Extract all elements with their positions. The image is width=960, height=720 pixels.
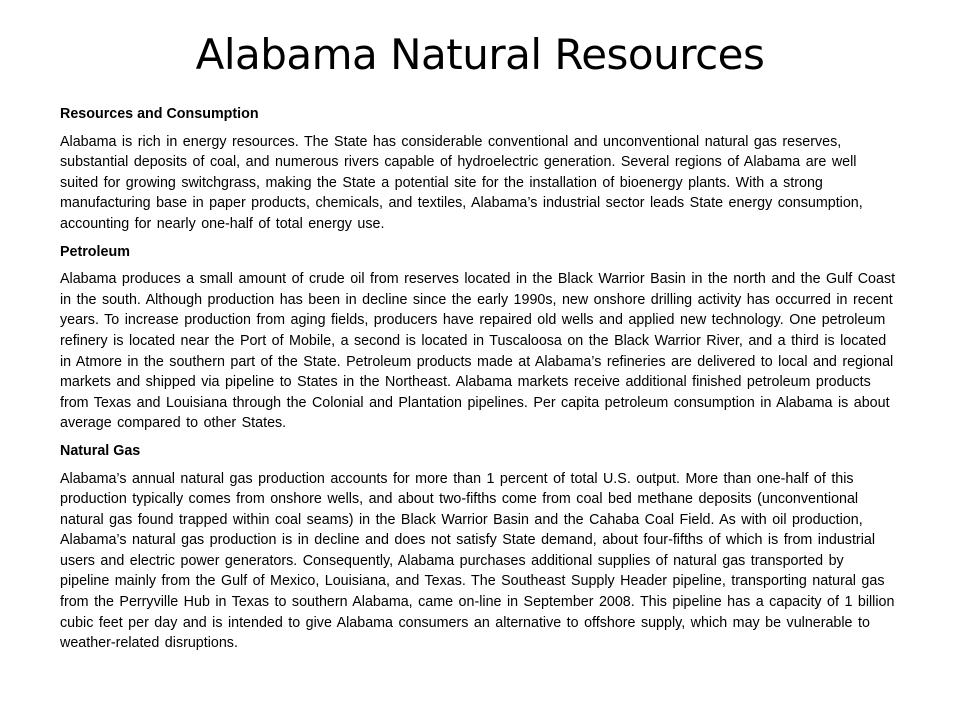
slide-title: Alabama Natural Resources	[195, 30, 765, 79]
section-text-petroleum: Alabama produces a small amount of crude oil from reserves located in the Black Warrior Basin in the north and the Gulf Coast in the south. Although production has been in decline since the early 1990s, new onshore drilling activity has occurred in recent years. To increase production from aging fields, producers have repaired old wells and applied new technology. One petroleum refinery is located near the Port of Mobile, a second is located in Tuscaloosa on the Black Warrior River, and a third is located in Atmore in the southern part of the State. Petroleum products made at Alabama’s refineries are delivered to local and regional markets and shipped via pipeline to States in the Northeast. Alabama markets receive additional finished petroleum products from Texas and Louisiana through the Colonial and Plantation pipelines. Per capita petroleum consumption in Alabama is about average compared to other States.	[60, 271, 896, 432]
section-heading-resources-consumption: Resources and Consumption	[60, 106, 259, 122]
slide-body	[60, 104, 896, 661]
section-heading-natural-gas: Natural Gas	[60, 442, 141, 459]
section-heading-petroleum: Petroleum	[60, 243, 130, 260]
section-text-natural-gas: Alabama’s annual natural gas production accounts for more than 1 percent of total U.S. output. More than one-half of this production typically comes from onshore wells, and about two-fifths come from coal bed methane deposits (unconventional natural gas found trapped within coal seams) in the Black Warrior Basin and the Cahaba Coal Field. As with oil production, Alabama’s natural gas production is in decline and does not satisfy State demand, about four-fifths of which is from industrial users and electric power generators. Consequently, Alabama purchases additional supplies of natural gas transported by pipeline mainly from the Gulf of Mexico, Louisiana, and Texas. The Southeast Supply Header pipeline, transporting natural gas from the Perryville Hub in Texas to southern Alabama, came on-line in September 2008. This pipeline has a capacity of 1 billion cubic feet per day and is intended to give Alabama consumers an alternative to offshore supply, which may be vulnerable to weather-related disruptions.	[60, 470, 895, 652]
section-text-resources-consumption: Alabama is rich in energy resources. The State has considerable conventional and unconventional natural gas reserves, substantial deposits of coal, and numerous rivers capable of hydroelectric generation. Several regions of Alabama are well suited for growing switchgrass, making the State a potential site for the installation of bioenergy plants. With a strong manufacturing base in paper products, chemicals, and textiles, Alabama’s industrial sector leads State energy consumption, accounting for nearly one-half of total energy use.	[60, 133, 863, 232]
